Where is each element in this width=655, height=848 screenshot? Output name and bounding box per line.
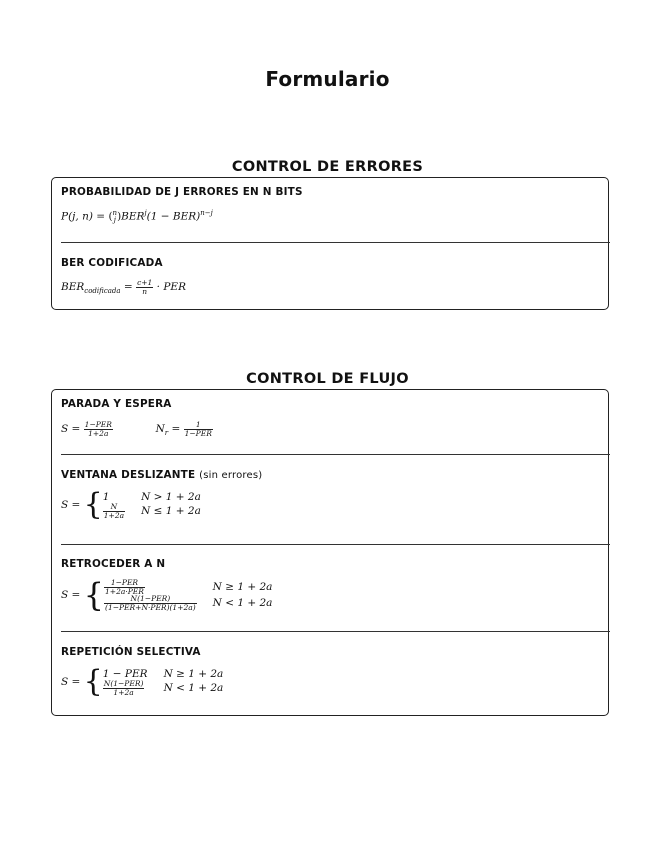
- flujo-box: [51, 389, 609, 716]
- formula-text: · PER: [153, 281, 186, 293]
- formula-retroceder: S = { $\frac{\text{1−PER}}{\text{1+2a·PER}}$ N ≥ 1 + 2a $\frac{\text{N(1−PER)}}{\text{(1−PER+N·PER)(1+2a)}}$ N < 1 + 2a: [61, 579, 276, 611]
- case-condition: N ≤ 1 + 2a: [141, 505, 201, 517]
- errores-box: [51, 177, 609, 310]
- formula-text: P(j, n) =: [61, 210, 109, 223]
- frac-den: 1+2a: [113, 687, 134, 697]
- case-condition: N < 1 + 2a: [163, 682, 224, 694]
- formula-text: S =: [61, 423, 84, 435]
- frac-num: N: [103, 503, 125, 512]
- divider: [61, 242, 610, 243]
- case-condition: N > 1 + 2a: [141, 491, 201, 503]
- case-value: 1 − PER: [102, 668, 148, 680]
- formula-sub: codificada: [84, 287, 121, 296]
- formula-text: BER: [61, 281, 85, 293]
- item-title: RETROCEDER A N: [61, 558, 166, 570]
- frac-num: 1−PER: [84, 420, 112, 429]
- formula-text: =: [168, 423, 184, 435]
- case-condition: N < 1 + 2a: [212, 597, 273, 609]
- formula-ventana: S = { 1 N > 1 + 2a $\frac{N}{1+2a}$ N ≤ 1 + 2a: [61, 490, 262, 520]
- frac-num: 1: [184, 421, 213, 430]
- formula-repeticion: S = { 1 − PER N ≥ 1 + 2a $\frac{\text{N(1−PER)}}{1+2a}$ N < 1 + 2a: [61, 667, 227, 697]
- formula-text: S =: [61, 499, 84, 511]
- formula-sup: j: [144, 209, 147, 217]
- item-ber-codificada: [52, 257, 195, 295]
- frac-den: 1+2a: [103, 510, 125, 520]
- frac-den: n: [142, 286, 148, 296]
- formula-text: N: [155, 423, 165, 435]
- formula-parada: [61, 421, 213, 437]
- frac-num: N(1−PER): [103, 679, 144, 688]
- item-retroceder: [52, 558, 285, 614]
- divider: [61, 544, 610, 545]
- divider: [61, 631, 610, 632]
- section-heading-flujo: CONTROL DE FLUJO: [246, 371, 409, 387]
- frac-num: c+1: [137, 278, 153, 287]
- formula-text: =: [120, 281, 137, 293]
- item-title: BER CODIFICADA: [61, 257, 163, 269]
- formula-text: S =: [61, 589, 84, 601]
- formula-text: S =: [61, 676, 84, 688]
- item-title: PARADA Y ESPERA: [61, 398, 172, 410]
- case-condition: N ≥ 1 + 2a: [212, 581, 273, 593]
- formula-ber: [61, 279, 186, 295]
- frac-den: 1+2a·PER: [105, 586, 144, 596]
- item-title-note: (sin errores): [199, 470, 263, 481]
- formula-text: (1 − BER): [146, 210, 201, 223]
- binom-top: n: [112, 208, 118, 217]
- item-repeticion-selectiva: [52, 646, 236, 697]
- case-value: 1: [102, 491, 110, 503]
- frac-den: 1−PER: [184, 428, 212, 438]
- item-ventana-deslizante: [52, 469, 271, 520]
- page-title: Formulario: [265, 67, 390, 91]
- item-title: PROBABILIDAD DE J ERRORES EN N BITS: [61, 186, 303, 198]
- divider: [61, 454, 610, 455]
- item-title-text: VENTANA DESLIZANTE: [61, 469, 196, 481]
- frac-den: 1+2a: [88, 428, 109, 438]
- item-probabilidad: [52, 186, 312, 224]
- binom-bottom: j: [113, 215, 116, 224]
- formula-probabilidad: P(j, n) = ( n j )$BER^j(1 - BER)^{n-j}$: [61, 208, 213, 224]
- formula-sup: n−j: [200, 209, 213, 217]
- case-condition: N ≥ 1 + 2a: [163, 668, 224, 680]
- frac-num: N(1−PER): [104, 595, 197, 604]
- item-title: REPETICIÓN SELECTIVA: [61, 646, 201, 658]
- section-heading-errores: CONTROL DE ERRORES: [231, 159, 424, 175]
- formula-text: BER: [121, 210, 145, 223]
- item-parada-espera: [52, 398, 222, 437]
- item-title: [61, 469, 262, 481]
- frac-den: (1−PER+N·PER)(1+2a): [105, 602, 196, 612]
- frac-num: 1−PER: [104, 579, 145, 588]
- formula-sub: r: [164, 429, 169, 438]
